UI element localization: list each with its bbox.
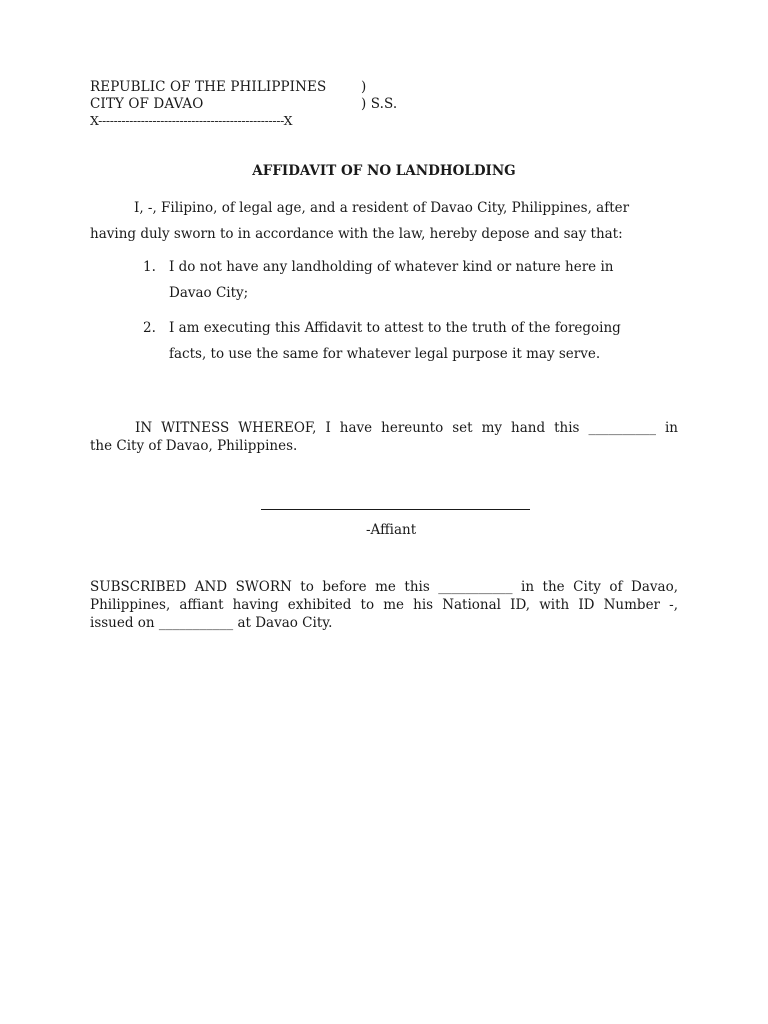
header-city: CITY OF DAVAO xyxy=(90,96,204,112)
jurat-paragraph xyxy=(90,578,678,632)
signature-line xyxy=(261,509,530,510)
jurat-line-3: issued on ___________ at Davao City. xyxy=(90,615,333,631)
affiant-label: -Affiant xyxy=(366,522,417,538)
item-2-number: 2. xyxy=(143,320,156,336)
intro-line-1: I, -, Filipino, of legal age, and a resident of Davao City, Philippines, after xyxy=(134,200,630,216)
witness-paragraph xyxy=(90,419,678,455)
item-1-line-2: Davao City; xyxy=(169,285,249,301)
jurat-line-1: SUBSCRIBED AND SWORN to before me this ___________ in the City of Davao, xyxy=(90,579,678,595)
item-2-line-1: I am executing this Affidavit to attest to the truth of the foregoing xyxy=(169,320,621,336)
witness-line-1: IN WITNESS WHEREOF, I have hereunto set my hand this __________ in xyxy=(135,420,678,436)
item-1-line-1: I do not have any landholding of whatever kind or nature here in xyxy=(169,259,614,275)
document-title: AFFIDAVIT OF NO LANDHOLDING xyxy=(252,163,516,179)
header-republic: REPUBLIC OF THE PHILIPPINES xyxy=(90,79,327,95)
item-2-line-2: facts, to use the same for whatever legal purpose it may serve. xyxy=(169,346,601,362)
jurat-line-2: Philippines, affiant having exhibited to me his National ID, with ID Number -, xyxy=(90,597,678,613)
item-1-number: 1. xyxy=(143,259,156,275)
header-ss: ) S.S. xyxy=(361,96,398,112)
header-separator: X------------------------------------------------X xyxy=(90,113,293,128)
intro-line-2: having duly sworn to in accordance with the law, hereby depose and say that: xyxy=(90,226,623,242)
header-paren-1: ) xyxy=(361,79,367,95)
witness-line-2: the City of Davao, Philippines. xyxy=(90,438,298,454)
